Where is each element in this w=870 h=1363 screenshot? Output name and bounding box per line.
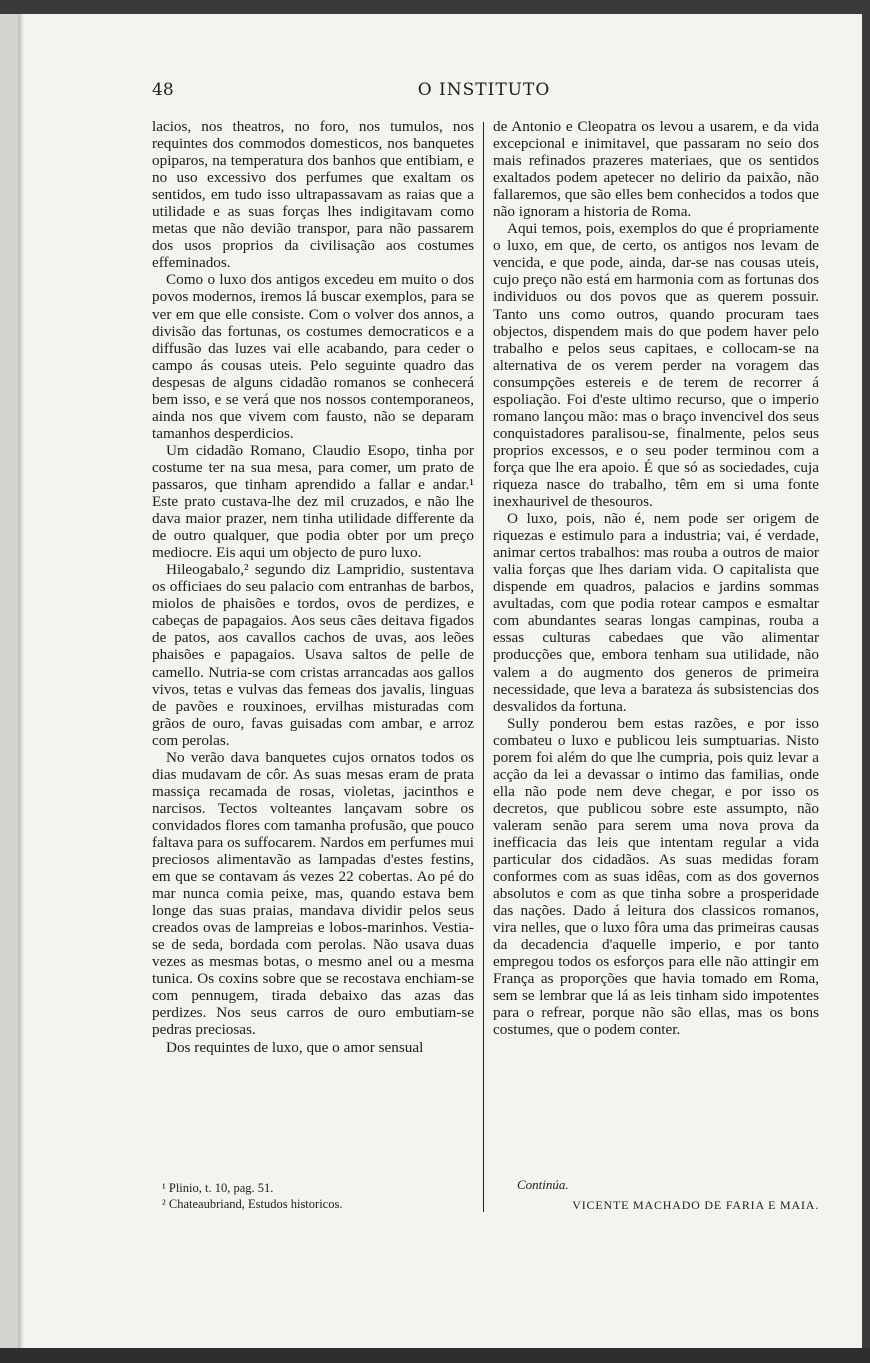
left-column xyxy=(152,118,474,1056)
running-title: O INSTITUTO xyxy=(417,80,551,100)
paragraph: Como o luxo dos antigos excedeu em muito o dos povos modernos, iremos lá buscar exemplos, para se ver em que elle consiste. Com o volver dos annos, a divisão das fortunas, os costumes democraticos e a diffusão das luzes vai elle acabando, para ceder o campo ás cousas uteis. Pelo seguinte quadro das despesas de alguns cidadão romanos se conhecerá bem isso, e se verá que nos nossos contemporaneos, ainda nos que vivem com fausto, não se deparam tamanhos desperdicios. xyxy=(152,271,474,442)
continued-note: Continúa. xyxy=(517,1177,569,1192)
footnote: ² Chateaubriand, Estudos historicos. xyxy=(162,1197,343,1211)
page-number: 48 xyxy=(152,80,174,100)
page-header xyxy=(152,80,816,106)
footnote: ¹ Plinio, t. 10, pag. 51. xyxy=(162,1181,274,1195)
scan-bottom-edge xyxy=(0,1348,870,1363)
paragraph: No verão dava banquetes cujos ornatos todos os dias mudavam de côr. As suas mesas eram de prata massiça recamada de rosas, violetas, jacinthos e narcisos. Tectos volteantes lançavam sobre os convidados flores com tamanha profusão, que pouco faltava para os suffocarem. Nardos em perfumes mui preciosos alimentavão as lampadas d'estes festins, em que se contavam ás vezes 22 cobertas. Ao pé do mar nunca comia peixe, mas, quando estava bem longe das suas praias, mandava dividir pelos seus creados ovas de lampreias e lobos-marinhos. Vestia-se de seda, bordada com perolas. Não usava duas vezes as mesmas botas, o mesmo anel ou a mesma tunica. Os coxins sobre que se recostava enchiam-se com pennugem, tirada debaixo das azas das perdizes. Nos seus carros de ouro embutiam-se pedras preciosas. xyxy=(152,748,474,1039)
paragraph: Aqui temos, pois, exemplos do que é propriamente o luxo, em que, de certo, os antigos nos levam de vencida, e que pode, ainda, dar-se nas cousas uteis, cujo preço não está em harmonia com as fortunas dos individuos ou dos povos que as querem possuir. Tanto uns como outros, quando procuram taes objectos, dispendem mais do que podem haver pelo trabalho e pelos seus capitaes, e collocam-se na alternativa de os verem perder na voragem das consumpções estereis e de terem de recorrer á espoliação. Foi d'este ultimo recurso, que o imperio romano lançou mão: mas o braço invencivel dos seus conquistadores paralisou-se, finalmente, pelos seus proprios excessos, e o seu poder terminou com a força que lhe era apoio. É que só as sociedades, cuja riqueza nasce do trabalho, têm em si uma fonte inexhaurivel de thesouros. xyxy=(493,220,819,511)
paragraph: Hileogabalo,² segundo diz Lampridio, sustentava os officiaes do seu palacio com entranhas de barbos, miolos de phaisões e tordos, ovos de perdizes, e cabeças de papagaios. Aos seus cães deitava figados de patos, aos cavallos cachos de uvas, aos leões phaisões e papagaios. Usava saltos de pelle de camello. Nutria-se com cristas arrancadas aos gallos vivos, tetas e vulvas das femeas dos javalis, linguas de pavões e rouxinoes, ervilhas misturadas com grãos de ouro, favas guisadas com ambar, e arroz com perolas. xyxy=(152,561,474,749)
paragraph: Sully ponderou bem estas razões, e por isso combateu o luxo e publicou leis sumptuarias. Nisto porem foi além do que lhe cumpria, pois quiz levar a acção da lei a devassar o intimo das familias, onde ella não pode nem deve chegar, e por isso os decretos, que publicou sobre este assumpto, não valeram senão para serem uma nova prova da inefficacia das leis que intentam regular a vida particular dos cidadãos. As suas medidas foram conformes com as suas idêas, com as dos governos absolutos e com as que tinha sobre a prosperidade das nações. Dado á leitura dos classicos romanos, vira nelles, que o luxo fôra uma das primeiras causas da decadencia d'aquelle imperio, e por tanto empregou todos os esforços para elle não attingir em França as proporções que havia tomado em Roma, sem se lembrar que lá as leis tinham sido impotentes para o refrear, porque não são ellas, mas os bons costumes, que o podem conter. xyxy=(493,714,819,1039)
column-divider xyxy=(483,122,484,1212)
author-signature: VICENTE MACHADO DE FARIA E MAIA. xyxy=(572,1198,819,1212)
paragraph: lacios, nos theatros, no foro, nos tumulos, nos requintes dos commodos domesticos, nos banquetes opiparos, na temperatura dos banhos que entibiam, e no uso excessivo dos perfumes que exaltam os sentidos, em tudo isso ultrapassavam as raias que a utilidade e as suas forças lhes indigitavam como metas que não devião transpor, para não passarem dos usos proprios da civilisação aos costumes effeminados. xyxy=(152,118,474,272)
paragraph: de Antonio e Cleopatra os levou a usarem, e da vida excepcional e inimitavel, que passaram no seio dos mais refinados prazeres materiaes, que os sentidos exaltados podem apetecer no delirio da paixão, não fallaremos, que são elles bem conhecidos a todos que não ignoram a historia de Roma. xyxy=(493,118,819,221)
paragraph: O luxo, pois, não é, nem pode ser origem de riquezas e estimulo para a industria; vai, é verdade, animar certos trabalhos: mas rouba a outros de maior valia forças que lhes dariam vida. O capitalista que dispende em quadros, palacios e jardins sommas avultadas, com que podia rotear campos e esmaltar com abundantes searas longas campinas, rouba a essas culturas cabedaes que vão alimentar producções que, embora tenham sua utilidade, não valem a do augmento dos generos de primeira necessidade, que leva a barateza ás subsistencias dos desvalidos da fortuna. xyxy=(493,510,819,715)
paragraph: Um cidadão Romano, Claudio Esopo, tinha por costume ter na sua mesa, para comer, um prato de passaros, que tinham aprendido a fallar e andar.¹ Este prato custava-lhe dez mil cruzados, e não lhe dava maior prazer, nem tinha utilidade differente da de outro qualquer, que podia obter por um preço mediocre. Eis aqui um objecto de puro luxo. xyxy=(152,441,474,562)
right-column xyxy=(493,118,819,1039)
paragraph: Dos requintes de luxo, que o amor sensual xyxy=(166,1038,424,1056)
page-gutter-shadow xyxy=(18,14,24,1348)
footnotes xyxy=(152,1180,474,1212)
